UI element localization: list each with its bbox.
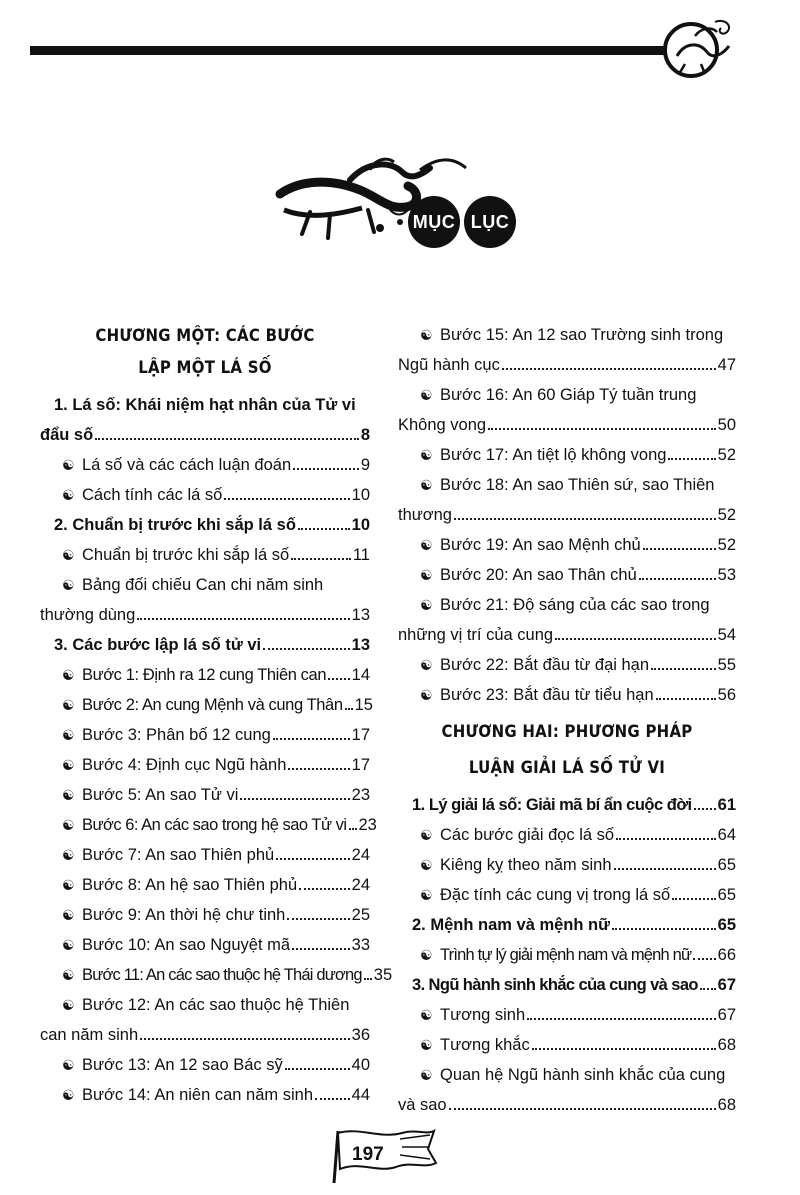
leader-dots [502, 368, 716, 370]
toc-entry-title-cont: và sao [398, 1096, 447, 1114]
page-ref: 44 [351, 1086, 370, 1104]
toc-entry[interactable] [40, 480, 370, 510]
page-ref: 11 [352, 546, 370, 564]
yin-yang-icon: ☯ [420, 1037, 433, 1053]
page-ref: 33 [351, 936, 370, 954]
yin-yang-icon: ☯ [420, 1067, 433, 1083]
leader-dots [532, 1048, 716, 1050]
leader-dots [349, 828, 357, 830]
page-ref: 65 [717, 886, 736, 904]
leader-dots [616, 838, 716, 840]
yin-yang-icon: ☯ [62, 787, 75, 803]
leader-dots [263, 648, 350, 650]
yin-yang-icon: ☯ [62, 577, 75, 593]
toc-entry-title: Bước 12: An các sao thuộc hệ Thiên [82, 996, 350, 1014]
yin-yang-icon: ☯ [62, 457, 75, 473]
toc-entry[interactable] [40, 780, 370, 810]
page-ref: 65 [717, 916, 736, 934]
leader-dots [700, 988, 716, 990]
page-title [408, 196, 516, 252]
yin-yang-icon: ☯ [62, 697, 75, 713]
toc-entry[interactable] [40, 750, 370, 780]
yin-yang-icon: ☯ [420, 567, 433, 583]
toc-entry-title-cont: can năm sinh [40, 1026, 139, 1044]
page-ref: 24 [351, 876, 370, 894]
toc-entry-title: Bước 8: An hệ sao Thiên phủ [82, 876, 298, 894]
toc-entry[interactable] [398, 880, 736, 910]
toc-entry-title: Kiêng kỵ theo năm sinh [440, 856, 612, 874]
toc-entry-title: Bước 17: An tiệt lộ không vong [440, 446, 667, 464]
yin-yang-icon: ☯ [62, 907, 75, 923]
page-ref: 15 [354, 696, 373, 714]
toc-section-title: 1. Lý giải lá số: Giải mã bí ẩn cuộc đời [412, 796, 692, 814]
toc-entry-title-cont: thương [398, 506, 452, 524]
page-ref: 52 [717, 506, 736, 524]
page-ref: 25 [351, 906, 370, 924]
toc-section-title: 1. Lá số: Khái niệm hạt nhân của Tử vi [54, 396, 356, 414]
toc-entry-title: Tương sinh [440, 1006, 526, 1024]
leader-dots [614, 868, 716, 870]
yin-yang-icon: ☯ [62, 1057, 75, 1073]
leader-dots [95, 438, 359, 440]
toc-entry-title: Bước 6: An các sao trong hệ sao Tử vi [82, 816, 347, 834]
toc-entry[interactable] [398, 1030, 736, 1060]
yin-yang-icon: ☯ [62, 877, 75, 893]
toc-entry[interactable] [398, 940, 736, 970]
yin-yang-icon: ☯ [420, 537, 433, 553]
toc-entry-title: Bước 7: An sao Thiên phủ [82, 846, 275, 864]
toc-entry-title: Bước 3: Phân bố 12 cung [82, 726, 271, 744]
yin-yang-icon: ☯ [62, 1087, 75, 1103]
toc-entry[interactable] [40, 840, 370, 870]
toc-entry-title: Bước 4: Định cục Ngũ hành [82, 756, 287, 774]
leader-dots [291, 558, 351, 560]
leader-dots [240, 798, 349, 800]
toc-entry[interactable] [40, 570, 370, 630]
yin-yang-icon: ☯ [420, 657, 433, 673]
page-ref: 65 [717, 856, 736, 874]
toc-section[interactable] [40, 510, 370, 540]
toc-entry[interactable] [398, 380, 736, 440]
page-number: 197 [352, 1144, 384, 1165]
page-ref: 68 [717, 1096, 736, 1114]
page-ref: 61 [717, 796, 736, 814]
yin-yang-icon: ☯ [420, 447, 433, 463]
yin-yang-icon: ☯ [420, 1007, 433, 1023]
leader-dots [449, 1108, 716, 1110]
toc-left-column [40, 320, 393, 1110]
toc-entry[interactable] [40, 720, 370, 750]
page-ref: 13 [351, 636, 370, 654]
yin-yang-icon: ☯ [62, 847, 75, 863]
leader-dots [612, 928, 716, 930]
leader-dots [276, 858, 349, 860]
page-ref: 24 [351, 846, 370, 864]
toc-section[interactable] [40, 630, 370, 660]
page-ref: 10 [351, 516, 370, 534]
page-ref: 8 [360, 426, 370, 444]
page-ref: 53 [717, 566, 736, 584]
toc-entry-title: Bước 15: An 12 sao Trường sinh trong [440, 326, 724, 344]
toc-entry-title: Bước 9: An thời hệ chư tinh [82, 906, 286, 924]
toc-entry[interactable] [398, 1060, 736, 1120]
chapter-title-2-line1: CHƯƠNG HAI: PHƯƠNG PHÁP [441, 722, 693, 742]
toc-entry[interactable] [40, 900, 370, 930]
toc-entry-title-cont: những vị trí của cung [398, 626, 554, 644]
leader-dots [693, 958, 715, 960]
flag-icon [330, 1125, 440, 1185]
toc-entry[interactable] [398, 470, 736, 530]
leader-dots [299, 888, 350, 890]
toc-entry-title-cont: Ngũ hành cục [398, 356, 500, 374]
page-ref: 36 [351, 1026, 370, 1044]
toc-entry-title: Quan hệ Ngũ hành sinh khắc của cung [440, 1066, 726, 1084]
leader-dots [694, 808, 716, 810]
toc-entry[interactable] [398, 650, 736, 680]
page-ref: 17 [351, 756, 370, 774]
page-ref: 47 [717, 356, 736, 374]
leader-dots [298, 528, 350, 530]
toc-section-title: 2. Mệnh nam và mệnh nữ [412, 916, 611, 934]
top-rule [30, 46, 670, 55]
toc-entry-title: Bước 20: An sao Thân chủ [440, 566, 637, 584]
leader-dots [639, 578, 716, 580]
toc-entry-title: Bước 21: Độ sáng của các sao trong [440, 596, 710, 614]
leader-dots [672, 898, 715, 900]
yin-yang-icon: ☯ [420, 687, 433, 703]
leader-dots [293, 468, 359, 470]
leader-dots [315, 1098, 350, 1100]
leader-dots [285, 1068, 350, 1070]
leader-dots [292, 948, 350, 950]
toc-entry[interactable] [40, 960, 393, 990]
page-ref: 17 [351, 726, 370, 744]
toc-entry-title: Bước 13: An 12 sao Bác sỹ [82, 1056, 283, 1074]
ornament-icon [655, 12, 745, 84]
yin-yang-icon: ☯ [62, 817, 75, 833]
toc-entry[interactable] [398, 820, 736, 850]
toc-section-title: 3. Ngũ hành sinh khắc của cung và sao [412, 976, 698, 994]
toc-entry-title: Các bước giải đọc lá số [440, 826, 615, 844]
toc-entry-title: Bước 1: Định ra 12 cung Thiên can [82, 666, 327, 684]
leader-dots [527, 1018, 715, 1020]
page-ref: 64 [717, 826, 736, 844]
page-ref: 66 [717, 946, 736, 964]
toc-section[interactable] [398, 790, 736, 820]
leader-dots [651, 668, 716, 670]
yin-yang-icon: ☯ [62, 757, 75, 773]
yin-yang-icon: ☯ [62, 667, 75, 683]
leader-dots [287, 918, 349, 920]
toc-entry[interactable] [398, 530, 736, 560]
toc-section[interactable] [398, 910, 736, 940]
page-ref: 23 [351, 786, 370, 804]
toc-entry-title: Đặc tính các cung vị trong lá số [440, 886, 671, 904]
yin-yang-icon: ☯ [420, 327, 433, 343]
yin-yang-icon: ☯ [62, 937, 75, 953]
toc-entry-title: Cách tính các lá số [82, 486, 223, 504]
toc-entry-title-cont: thường dùng [40, 606, 136, 624]
leader-dots [137, 618, 349, 620]
toc-entry[interactable] [40, 450, 370, 480]
leader-dots [668, 458, 715, 460]
yin-yang-icon: ☯ [420, 387, 433, 403]
toc-entry[interactable] [398, 560, 736, 590]
yin-yang-icon: ☯ [420, 947, 433, 963]
toc-entry-title: Bảng đối chiếu Can chi năm sinh [82, 576, 324, 594]
leader-dots [555, 638, 716, 640]
toc-entry[interactable] [40, 660, 370, 690]
toc-entry-title: Bước 11: An các sao thuộc hệ Thái dương [82, 966, 362, 984]
toc-entry[interactable] [398, 440, 736, 470]
leader-dots [328, 678, 350, 680]
title-badge-left: MỤC [408, 196, 460, 248]
toc-right-column [398, 320, 736, 1120]
toc-entry-title-cont: Không vong [398, 416, 487, 434]
toc-entry-title: Bước 2: An cung Mệnh và cung Thân [82, 696, 343, 714]
leader-dots [140, 1038, 350, 1040]
page-ref: 67 [717, 976, 736, 994]
yin-yang-icon: ☯ [62, 727, 75, 743]
toc-entry[interactable] [40, 990, 370, 1050]
title-badge-right: LỤC [464, 196, 516, 248]
yin-yang-icon: ☯ [62, 547, 75, 563]
leader-dots [488, 428, 716, 430]
toc-entry-title: Lá số và các cách luận đoán [82, 456, 292, 474]
toc-entry-title: Bước 5: An sao Tử vi [82, 786, 239, 804]
leader-dots [454, 518, 716, 520]
leader-dots [224, 498, 349, 500]
leader-dots [273, 738, 350, 740]
leader-dots [656, 698, 716, 700]
toc-section[interactable] [40, 390, 370, 450]
page-ref: 52 [717, 536, 736, 554]
leader-dots [364, 978, 372, 980]
page-ref: 10 [351, 486, 370, 504]
chapter-title-1-line2: LẬP MỘT LÁ SỐ [138, 358, 272, 378]
toc-entry[interactable] [398, 320, 736, 380]
leader-dots [345, 708, 353, 710]
toc-entry-title: Tương khắc [440, 1036, 530, 1054]
page-ref: 52 [717, 446, 736, 464]
page-ref: 14 [351, 666, 370, 684]
page-ref: 13 [351, 606, 370, 624]
toc-entry[interactable] [398, 850, 736, 880]
yin-yang-icon: ☯ [420, 857, 433, 873]
toc-section[interactable] [398, 970, 736, 1000]
page-ref: 67 [717, 1006, 736, 1024]
yin-yang-icon: ☯ [420, 827, 433, 843]
toc-entry[interactable] [398, 590, 736, 650]
toc-entry-title: Chuẩn bị trước khi sắp lá số [82, 546, 290, 564]
toc-entry-title: Bước 18: An sao Thiên sứ, sao Thiên [440, 476, 715, 494]
toc-entry[interactable] [398, 680, 736, 710]
toc-entry-title: Bước 23: Bắt đầu từ tiểu hạn [440, 686, 654, 704]
page-ref: 23 [358, 816, 377, 834]
toc-section-title-cont: đẩu số [40, 426, 94, 444]
page-ref: 50 [717, 416, 736, 434]
yin-yang-icon: ☯ [420, 477, 433, 493]
chapter-title-1-line1: CHƯƠNG MỘT: CÁC BƯỚC [95, 326, 315, 346]
yin-yang-icon: ☯ [420, 597, 433, 613]
leader-dots [643, 548, 716, 550]
page-ref: 40 [351, 1056, 370, 1074]
toc-entry[interactable] [40, 540, 370, 570]
page-ref: 56 [717, 686, 736, 704]
toc-entry[interactable] [40, 930, 370, 960]
page-ref: 55 [717, 656, 736, 674]
page-ref: 68 [717, 1036, 736, 1054]
toc-entry-title: Bước 22: Bắt đầu từ đại hạn [440, 656, 650, 674]
toc-section-title: 3. Các bước lập lá số tử vi [54, 636, 262, 654]
page-ref: 54 [717, 626, 736, 644]
yin-yang-icon: ☯ [62, 997, 75, 1013]
toc-entry[interactable] [40, 1080, 370, 1110]
leader-dots [288, 768, 349, 770]
toc-entry-title: Bước 14: An niên can năm sinh [82, 1086, 313, 1104]
toc-section-title: 2. Chuẩn bị trước khi sắp lá số [54, 516, 296, 534]
toc-entry[interactable] [40, 690, 373, 720]
yin-yang-icon: ☯ [420, 887, 433, 903]
toc-entry-title: Trình tự lý giải mệnh nam và mệnh nữ [440, 946, 692, 964]
toc-entry[interactable] [398, 1000, 736, 1030]
chapter-title-2-line2: LUẬN GIẢI LÁ SỐ TỬ VI [468, 758, 666, 778]
toc-entry[interactable] [40, 870, 370, 900]
toc-entry-title: Bước 10: An sao Nguyệt mã [82, 936, 291, 954]
toc-entry-title: Bước 19: An sao Mệnh chủ [440, 536, 641, 554]
toc-entry-title: Bước 16: An 60 Giáp Tý tuần trung [440, 386, 697, 404]
toc-entry[interactable] [40, 1050, 370, 1080]
page-ref: 9 [360, 456, 370, 474]
yin-yang-icon: ☯ [62, 487, 75, 503]
yin-yang-icon: ☯ [62, 967, 75, 983]
toc-entry[interactable] [40, 810, 377, 840]
page-ref: 35 [373, 966, 393, 984]
